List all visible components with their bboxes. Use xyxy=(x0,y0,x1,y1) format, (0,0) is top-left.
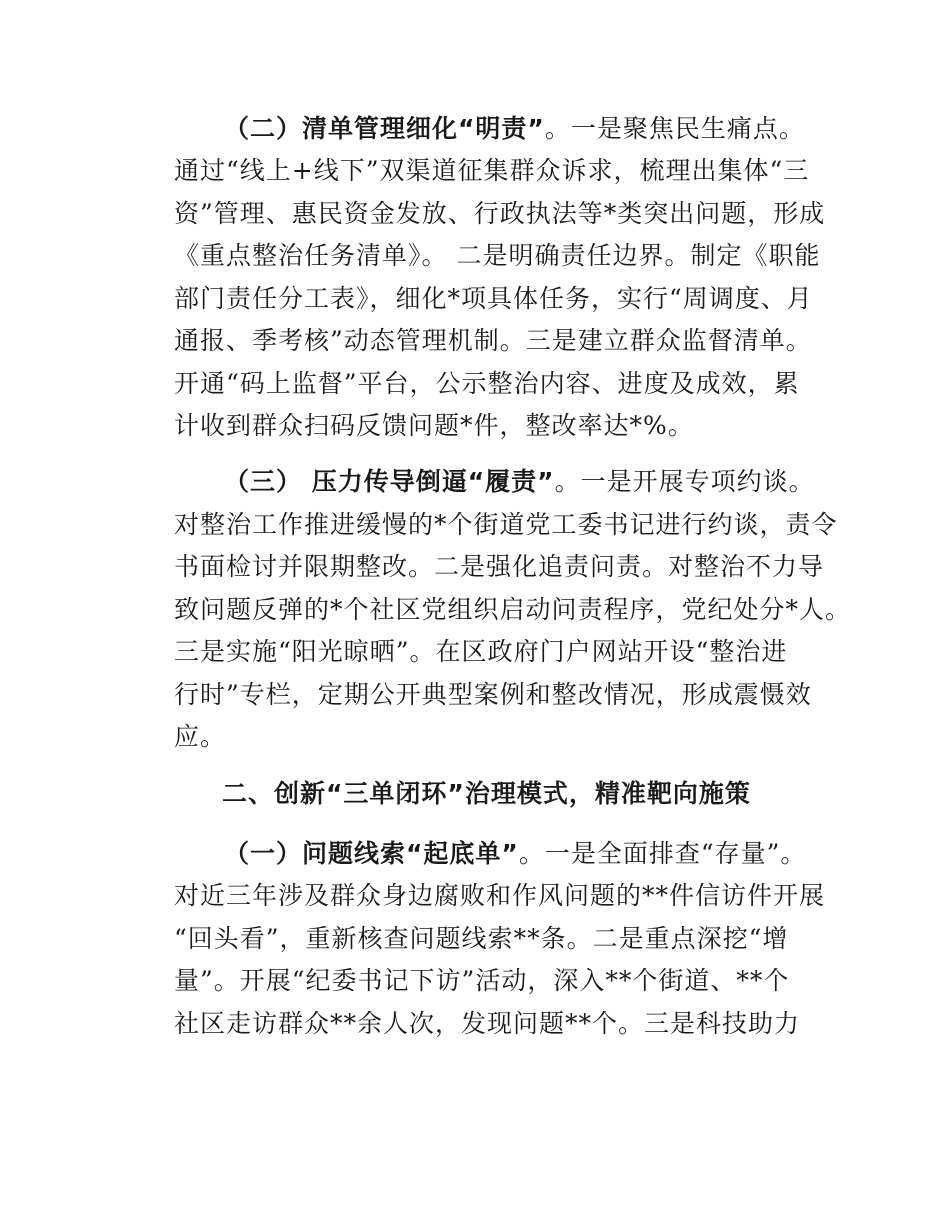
paragraph-line xyxy=(224,833,864,875)
paragraph-line xyxy=(224,461,864,503)
paragraph-line: “回头看”，重新核查问题线索**条。二是重点深挖“增 xyxy=(174,924,789,953)
paragraph-text: 。一是聚焦民生痛点。 xyxy=(544,114,805,143)
paragraph-line: 对整治工作推进缓慢的*个街道党工委书记进行约谈，责令 xyxy=(174,510,838,539)
subsection-lead: （一）问题线索“起底单” xyxy=(224,839,519,868)
section-heading: 二、创新“三单闭环”治理模式，精准靶向施策 xyxy=(222,779,751,808)
paragraph-line: 通过“线上+线下”双渠道征集群众诉求，梳理出集体“三 xyxy=(174,156,810,185)
paragraph-line: 量”。开展“纪委书记下访”活动，深入**个街道、**个 xyxy=(174,966,790,995)
paragraph-line: 书面检讨并限期整改。二是强化追责问责。对整治不力导 xyxy=(174,552,825,581)
paragraph-text: 。一是开展专项约谈。 xyxy=(554,467,815,496)
paragraph-line: 对近三年涉及群众身边腐败和作风问题的**件信访件开展 xyxy=(174,881,826,910)
paragraph-text: 。一是全面排查“存量”。 xyxy=(518,839,807,868)
paragraph-line: 资”管理、惠民资金发放、行政执法等*类突出问题，形成 xyxy=(174,199,826,228)
subsection-lead: （三） 压力传导倒逼“履责” xyxy=(224,467,555,496)
paragraph-line: 通报、季考核”动态管理机制。三是建立群众监督清单。 xyxy=(174,326,812,355)
paragraph-line: 计收到群众扫码反馈问题*件，整改率达*%。 xyxy=(174,411,694,440)
paragraph-line: 社区走访群众**余人次，发现问题**个。三是科技助力 xyxy=(174,1009,801,1038)
paragraph-line: 《重点整治任务清单》。 二是明确责任边界。制定《职能 xyxy=(174,241,821,270)
paragraph-line: 三是实施“阳光晾晒”。在区政府门户网站开设“整治进 xyxy=(174,637,788,666)
paragraph-line: 应。 xyxy=(174,722,227,751)
paragraph-line xyxy=(224,108,864,150)
paragraph-line: 开通“码上监督”平台，公示整治内容、进度及成效，累 xyxy=(174,369,800,398)
paragraph-line: 部门责任分工表》，细化*项具体任务，实行“周调度、月 xyxy=(174,284,813,313)
subsection-lead: （二）清单管理细化“明责” xyxy=(224,114,545,143)
paragraph-line: 致问题反弹的*个社区党组织启动问责程序，党纪处分*人。 xyxy=(174,595,852,624)
paragraph-line: 行时”专栏，定期公开典型案例和整改情况，形成震慑效 xyxy=(174,680,812,709)
